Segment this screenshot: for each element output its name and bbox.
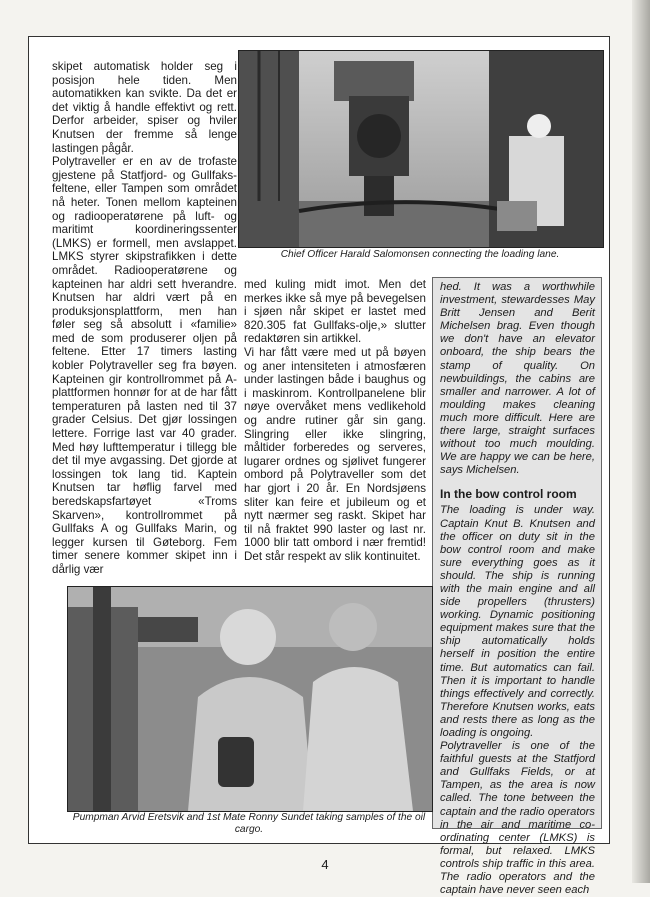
photo-oil-samples-image bbox=[68, 587, 432, 811]
photo-caption-bottom: Pumpman Arvid Eretsvik and 1st Mate Ronny Sundet taking samples of the oil cargo. bbox=[72, 812, 426, 835]
page-number: 4 bbox=[321, 857, 329, 872]
photo-caption-top: Chief Officer Harald Salomonsen connecting the loading lane. bbox=[280, 249, 560, 260]
paragraph: Polytraveller er en av de trofaste gjestene på Statfjord- og Gullfaks-feltene, eller Tampen som området nå heter. Tonen mellom kapteinen og radiooperatørene på luft- og maritimt koordineringssenter (LMKS) er formell, men avslappet. LMKS styrer skipstrafikken i dette området. Radiooperatørene og kapteinen har aldri sett hverandre. Knutsen har aldri vært på en produksjonsplattform, men han føler seg så absolutt i «familie» med de som produserer oljen på feltene. Etter 17 timers lasting kobler Polytraveller seg fra bøyen. Kapteinen gir kontrollrommet på A-plattformen honnør for at de har fått temperaturen på lasten ned til 37 grader Celsius. Det gjør lossingen lettere. Forrige last var 40 grader. Med høy lufttemperatur i tillegg ble det til mye avgassing. Det gjorde at lossingen tok lang tid. Kaptein Knutsen tar høflig farvel med beredskapsfartøyet «Troms Skarven», kontrollrommet på Gullfaks A og Gullfaks Marin, og legger kursen til Gøteborg. Fem timer senere kommer skipet inn i dårlig vær bbox=[52, 155, 237, 576]
photo-loading-lane-image bbox=[239, 51, 603, 247]
sidebar-heading: In the bow control room bbox=[440, 487, 577, 502]
column-middle bbox=[244, 278, 426, 563]
paragraph: Vi har fått være med ut på bøyen og aner intensiteten i atmosfæren under lastingen både i baughus og i maskinrom. Kontrollpanelene blir nøye overvåket mens vedlikehold og andre rutiner går sin gang. Slingring eller ikke slingring, måltider forberedes og serveres, lugarer ordnes og sjølivet fungerer ombord på Polytraveller som det har gjort i 20 år. En Nordsjøens sliter kan feire et jubileum og et nytt nærmer seg raskt. Skipet har til nå fraktet 990 laster og last nr. 1000 blir tatt ombord i nær fremtid! Det står respekt av slik kontinuitet. bbox=[244, 345, 426, 563]
paragraph: skipet automatisk holder seg i posisjon hele tiden. Men automatikken kan svikte. Da det er det viktig å handle effektivt og rett. Derfor arbeider, spiser og hviler Knutsen der fremme så lenge lastingen pågår. bbox=[52, 60, 237, 155]
column-left bbox=[52, 60, 237, 577]
sidebar-intro: hed. It was a worthwhile investment, stewardesses May Britt Jensen and Berit Michelsen brag. Even though we don't have an elevator onboard, the ship bears the stamp of quality. On newbuildings, the cabins are smaller and narrower. A lot of moulding makes cleaning much more difficult. Here are there large, straight surfaces without too much moulding. We are happy we can be here, says Michelsen. bbox=[440, 281, 595, 477]
english-sidebar bbox=[432, 277, 602, 897]
photo-oil-samples bbox=[67, 586, 433, 812]
paragraph: med kuling midt imot. Men det merkes ikke så mye på bevegelsen i sjøen når skipet er lastet med 820.305 fat Gullfaks-olje,» slutter redaktøren sin artikkel. bbox=[244, 278, 426, 346]
photo-loading-lane bbox=[238, 50, 604, 248]
sidebar-paragraph: The loading is under way. Captain Knut B. Knutsen and the officer on duty sit in the bow control room and make sure everything goes as it should. The ship is running with the main engine and all side propellers (thrusters) working. Dynamic positioning equipment makes sure that the ship automatically holds herself in position the entire time. But automatics can fail. Then it is important to handle things effectively and correctly. Therefore Knutsen works, eats and rests there as long as the loading is ongoing. bbox=[440, 504, 595, 739]
page-edge-shadow bbox=[632, 0, 650, 883]
sidebar-paragraph: Polytraveller is one of the faithful guests at the Statfjord and Gullfaks Fields, or at Tampen, as the area is now called. The tone between the captain and the radio operators in the air and maritime co-ordinating center (LMKS) is formal, but relaxed. LMKS controls ship traffic in this area. The radio operators and the captain have never seen each bbox=[440, 740, 595, 897]
